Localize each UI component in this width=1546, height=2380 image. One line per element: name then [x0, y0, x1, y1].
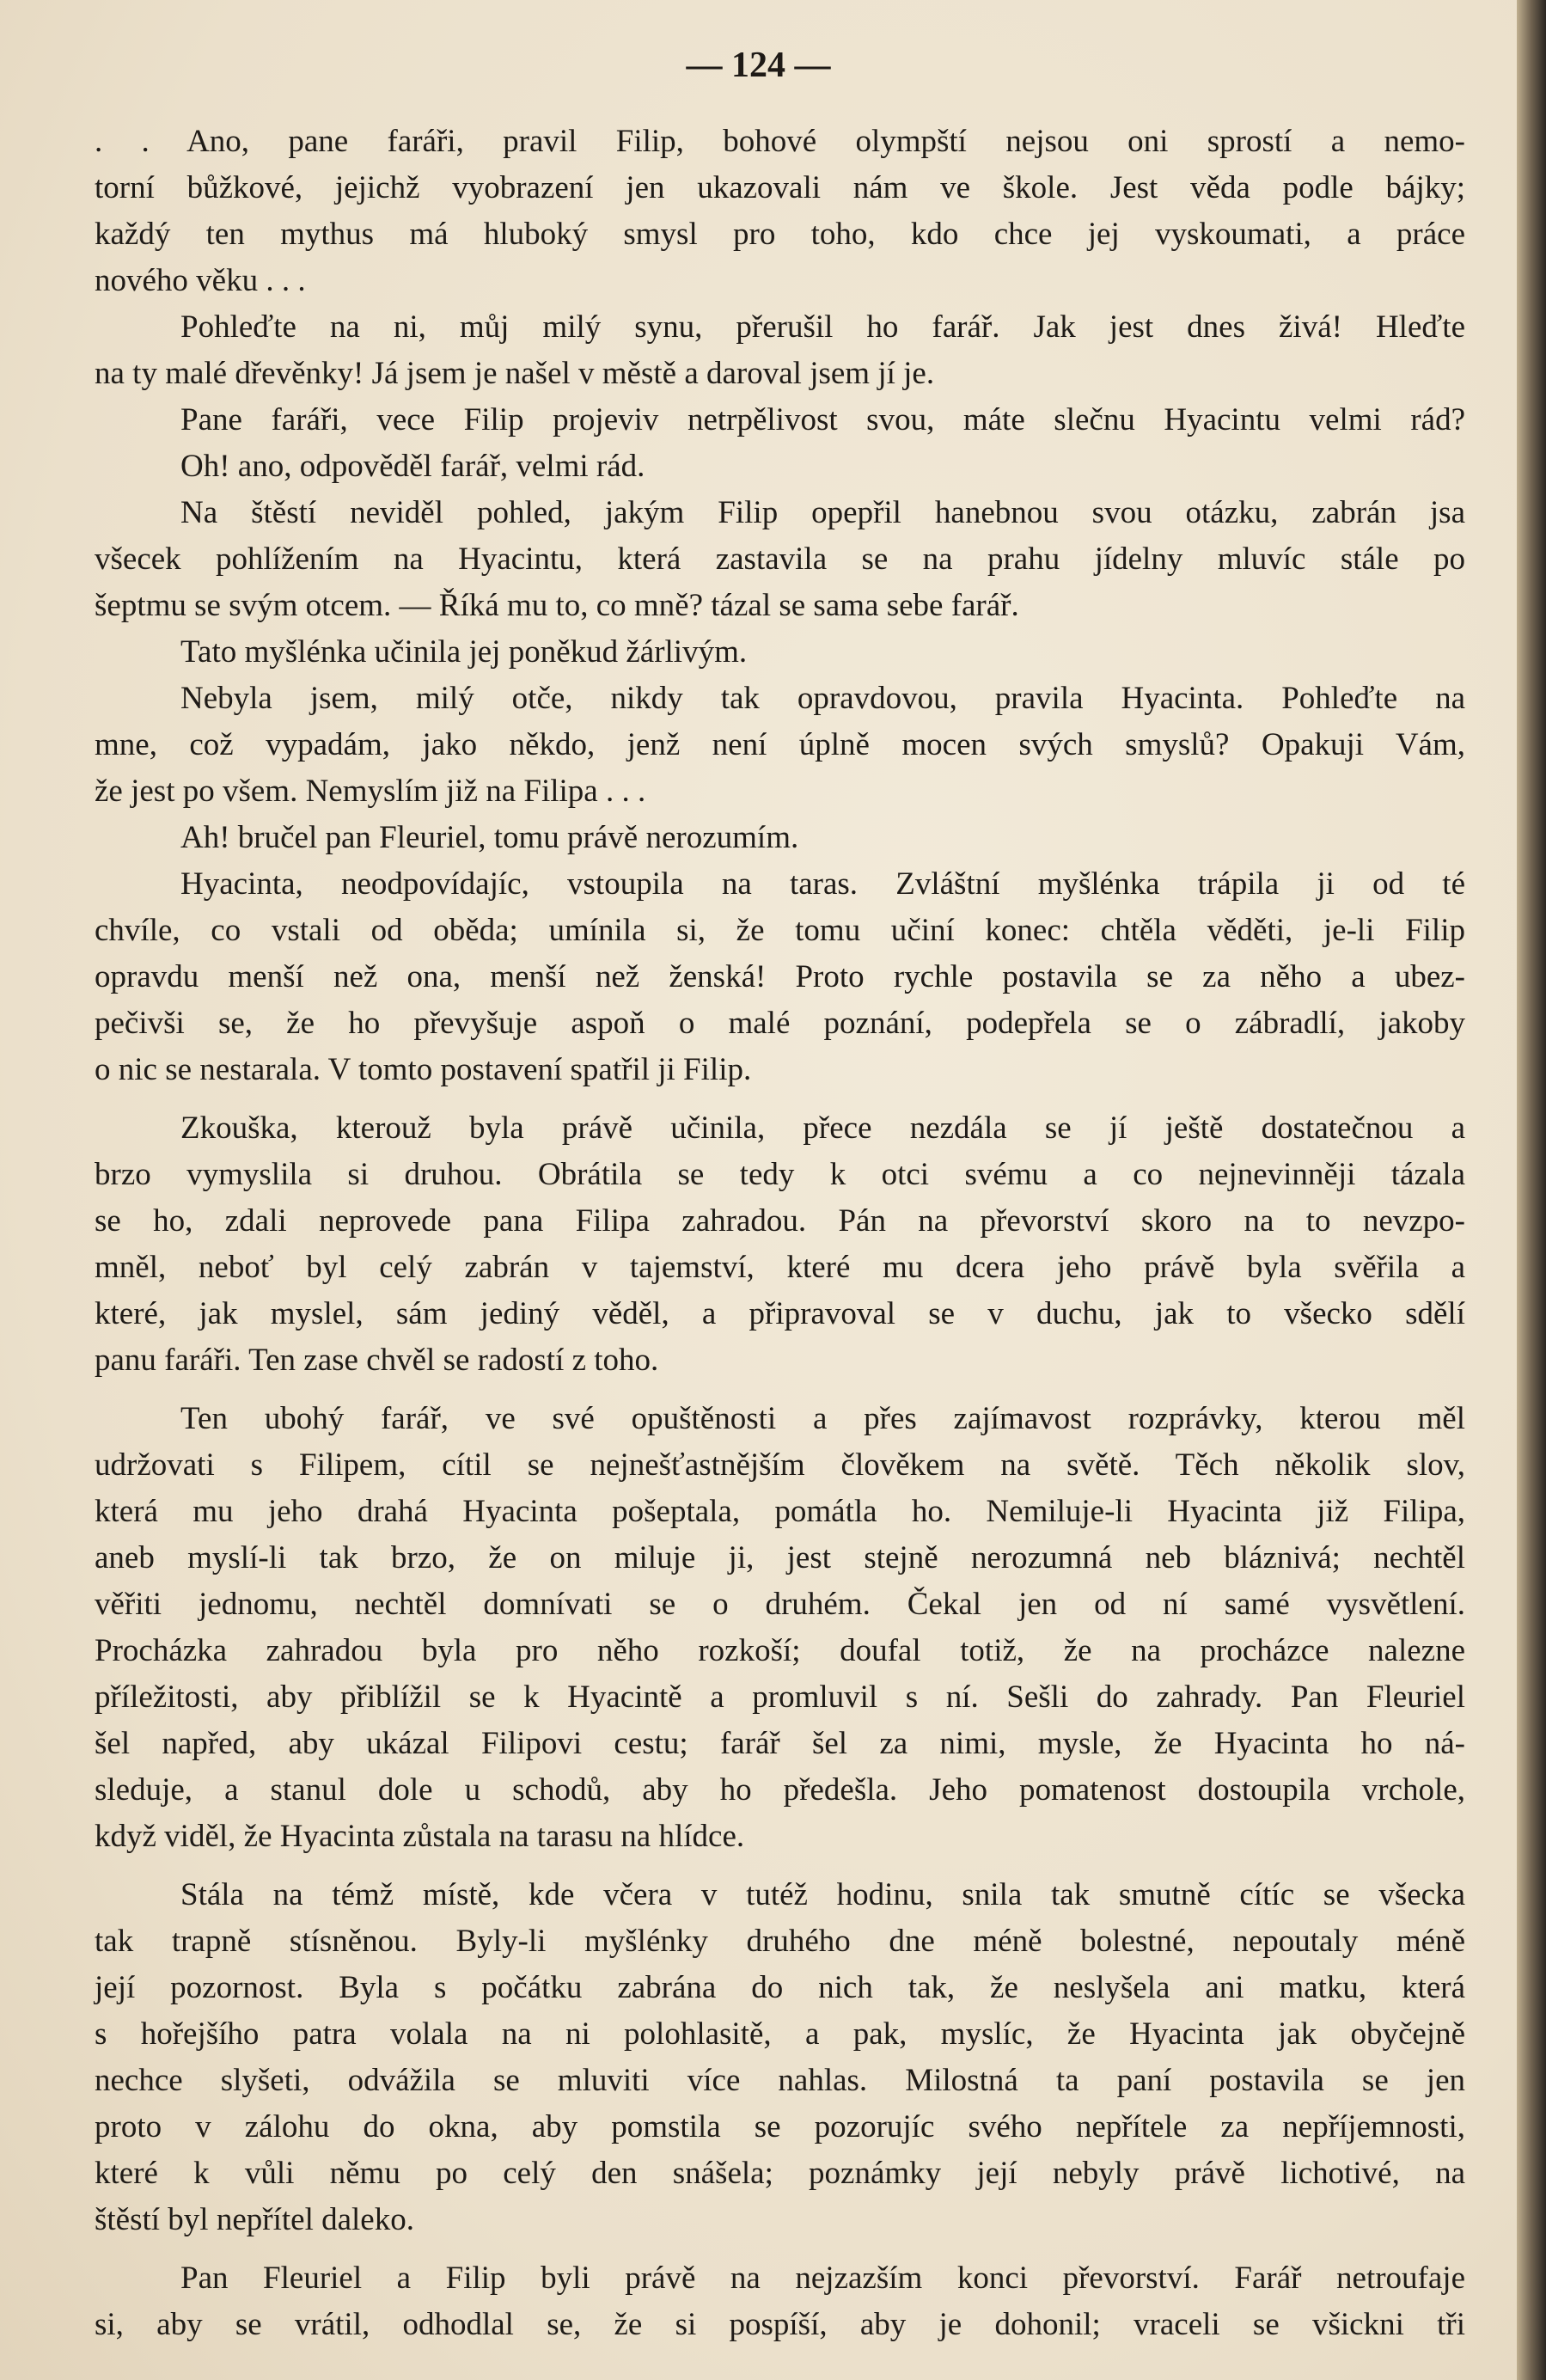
- text-line: udržovati s Filipem, cítil se nejnešťastnějším člověkem na světě. Těch několik slov,: [95, 1447, 1465, 1483]
- text-line: když viděl, že Hyacinta zůstala na tarasu na hlídce.: [95, 1819, 745, 1854]
- text-line: opravdu menší než ona, menší než ženská! Proto rychle postavila se za něho a ubez-: [95, 959, 1465, 994]
- text-line: pečivši se, že ho převyšuje aspoň o malé poznání, podepřela se o zábradlí, jakoby: [95, 1006, 1465, 1041]
- text-line: o nic se nestarala. V tomto postavení spatřil ji Filip.: [95, 1052, 752, 1087]
- text-line: šeptmu se svým otcem. — Říká mu to, co mně? tázal se sama sebe farář.: [95, 588, 1019, 623]
- text-line: Pohleďte na ni, můj milý synu, přerušil ho farář. Jak jest dnes živá! Hleďte: [180, 309, 1465, 345]
- text-line: Tato myšlénka učinila jej poněkud žárlivým.: [180, 634, 748, 670]
- text-line: příležitosti, aby přiblížil se k Hyacintě a promluvil s ní. Sešli do zahrady. Pan Fleuriel: [95, 1679, 1465, 1715]
- text-line: . . Ano, pane faráři, pravil Filip, bohové olympští nejsou oni sprostí a nemo-: [95, 124, 1465, 159]
- text-line: šel napřed, aby ukázal Filipovi cestu; farář šel za nimi, mysle, že Hyacinta ho ná-: [95, 1726, 1465, 1761]
- text-line: Pan Fleuriel a Filip byli právě na nejzazším konci převorství. Farář netroufaje: [180, 2261, 1465, 2296]
- text-line: Oh! ano, odpověděl farář, velmi rád.: [180, 449, 645, 484]
- text-line: nového věku . . .: [95, 263, 306, 298]
- text-line: Ten ubohý farář, ve své opuštěnosti a přes zajímavost rozprávky, kterou měl: [180, 1401, 1465, 1436]
- text-line: Na štěstí neviděl pohled, jakým Filip opepřil hanebnou svou otázku, zabrán jsa: [180, 495, 1465, 530]
- page-number: — 124 —: [686, 46, 831, 85]
- text-line: Nebyla jsem, milý otče, nikdy tak opravdovou, pravila Hyacinta. Pohleďte na: [180, 681, 1465, 716]
- text-line: chvíle, co vstali od oběda; umínila si, že tomu učiní konec: chtěla věděti, je-li Filip: [95, 913, 1465, 948]
- text-line: brzo vymyslila si druhou. Obrátila se tedy k otci svému a co nejnevinněji tázala: [95, 1157, 1465, 1192]
- text-line: si, aby se vrátil, odhodlal se, že si pospíší, aby je dohonil; vraceli se všickni tři: [95, 2307, 1465, 2342]
- text-line: se ho, zdali neprovede pana Filipa zahradou. Pán na převorství skoro na to nevzpo-: [95, 1203, 1465, 1239]
- body-text: [95, 119, 1465, 2348]
- text-line: věřiti jednomu, nechtěl domnívati se o druhém. Čekal jen od ní samé vysvětlení.: [95, 1587, 1465, 1622]
- text-line: torní bůžkové, jejichž vyobrazení jen ukazovali nám ve škole. Jest věda podle bájky;: [95, 170, 1465, 205]
- text-line: každý ten mythus má hluboký smysl pro toho, kdo chce jej vyskoumati, a práce: [95, 217, 1465, 252]
- text-line: nechce slyšeti, odvážila se mluviti více nahlas. Milostná ta paní postavila se jen: [95, 2063, 1465, 2098]
- text-line: štěstí byl nepřítel daleko.: [95, 2202, 414, 2237]
- text-line: která mu jeho drahá Hyacinta pošeptala, pomátla ho. Nemiluje-li Hyacinta již Filipa,: [95, 1494, 1465, 1529]
- text-line: mne, což vypadám, jako někdo, jenž není úplně mocen svých smyslů? Opakuji Vám,: [95, 727, 1465, 762]
- text-line: tak trapně stísněnou. Byly-li myšlénky druhého dne méně bolestné, nepoutaly méně: [95, 1924, 1465, 1959]
- text-line: Stála na témž místě, kde včera v tutéž hodinu, snila tak smutně cítíc se všecka: [180, 1877, 1465, 1912]
- text-line: panu faráři. Ten zase chvěl se radostí z toho.: [95, 1343, 659, 1378]
- text-line: aneb myslí-li tak brzo, že on miluje ji, jest stejně nerozumná neb bláznivá; nechtěl: [95, 1540, 1465, 1575]
- text-line: Procházka zahradou byla pro něho rozkoší; doufal totiž, že na procházce nalezne: [95, 1633, 1465, 1668]
- text-line: Pane faráři, vece Filip projeviv netrpělivost svou, máte slečnu Hyacintu velmi rád?: [180, 402, 1465, 437]
- page-edge-shadow: [1517, 0, 1546, 2380]
- text-line: Hyacinta, neodpovídajíc, vstoupila na taras. Zvláštní myšlénka trápila ji od té: [180, 866, 1465, 902]
- text-line: že jest po všem. Nemyslím již na Filipa . . .: [95, 774, 646, 809]
- text-line: sleduje, a stanul dole u schodů, aby ho předešla. Jeho pomatenost dostoupila vrchole,: [95, 1772, 1465, 1808]
- text-line: všecek pohlížením na Hyacintu, která zastavila se na prahu jídelny mluvíc stále po: [95, 541, 1465, 577]
- text-line: její pozornost. Byla s počátku zabrána do nich tak, že neslyšela ani matku, která: [95, 1970, 1465, 2005]
- text-line: s hořejšího patra volala na ni polohlasitě, a pak, myslíc, že Hyacinta jak obyčejně: [95, 2016, 1465, 2052]
- text-line: Zkouška, kterouž byla právě učinila, přece nezdála se jí ještě dostatečnou a: [180, 1110, 1465, 1146]
- text-line: které k vůli němu po celý den snášela; poznámky její nebyly právě lichotivé, na: [95, 2156, 1465, 2191]
- text-line: na ty malé dřevěnky! Já jsem je našel v městě a daroval jsem jí je.: [95, 356, 935, 391]
- text-line: Ah! bručel pan Fleuriel, tomu právě nerozumím.: [180, 820, 799, 855]
- text-line: mněl, neboť byl celý zabrán v tajemství, které mu dcera jeho právě byla svěřila a: [95, 1250, 1465, 1285]
- text-line: které, jak myslel, sám jediný věděl, a připravoval se v duchu, jak to všecko sdělí: [95, 1296, 1465, 1331]
- text-line: proto v zálohu do okna, aby pomstila se pozorujíc svého nepřítele za nepříjemnosti,: [95, 2109, 1465, 2144]
